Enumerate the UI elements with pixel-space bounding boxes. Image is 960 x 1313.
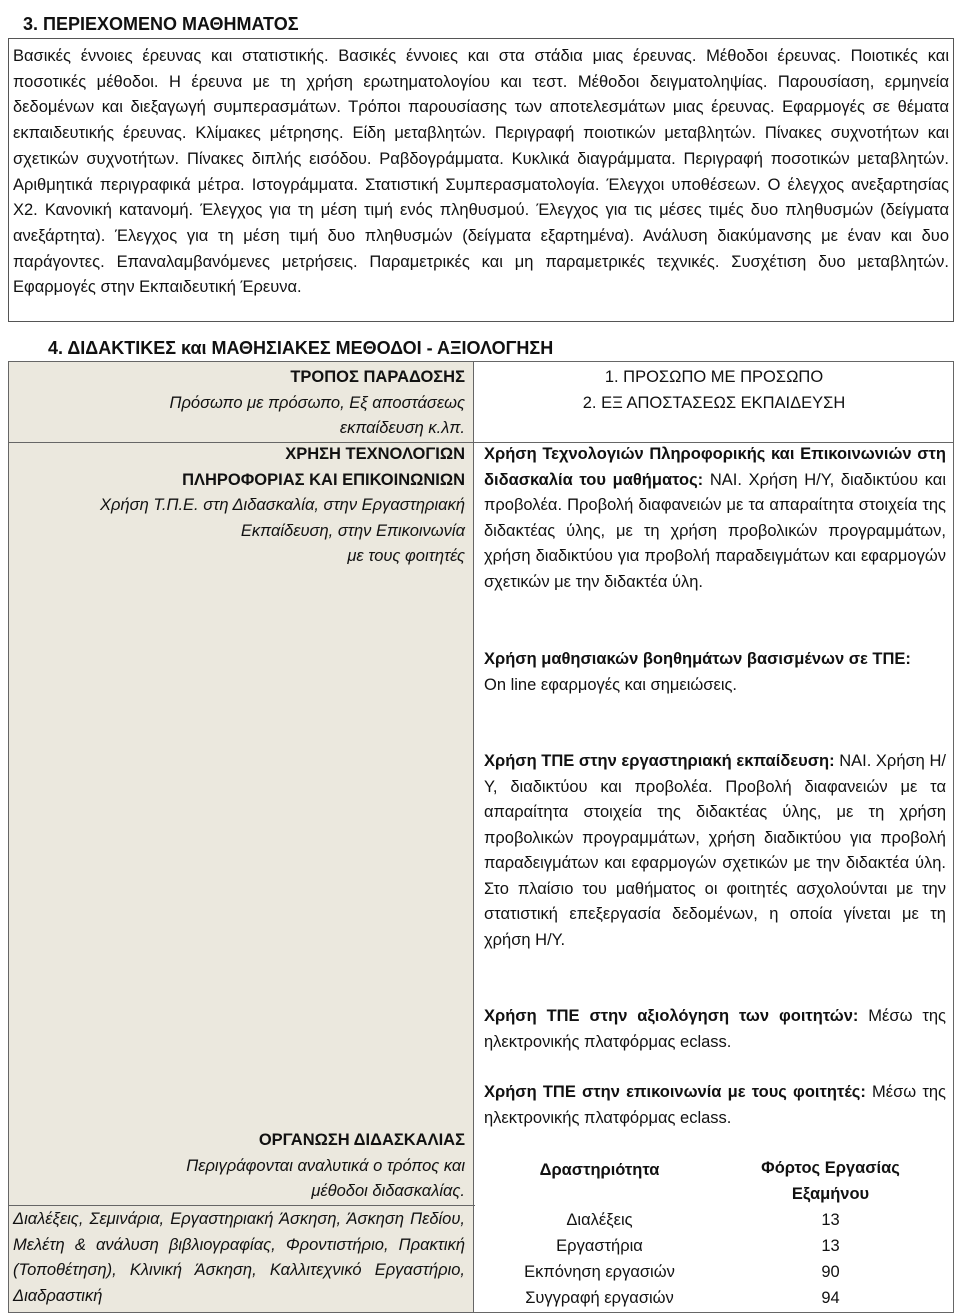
org-desc-2: μέθοδοι διδασκαλίας.: [311, 1182, 465, 1200]
ict-teaching-text: ΝΑΙ. Χρήση Η/Υ, διαδικτύου και προβολέα. Προβολή διαφανειών με τα απαραίτητα στοιχεία της διδακτέας ύλης, με τη χρήση προβολικών προγραμμάτων, χρήση διαδικτύου για προβολή παραδειγμάτων και εφαρμογών σχετικών με την διδακτέα ύλη.: [484, 470, 947, 591]
table-row: [484, 1259, 946, 1285]
teaching-methods-table: [8, 361, 954, 1313]
org-desc-1: Περιγράφονται αναλυτικά ο τρόπος και: [186, 1156, 465, 1175]
activity-cell: Εκπόνηση εργασιών: [524, 1263, 675, 1281]
activity-cell: Εργαστήρια: [556, 1237, 643, 1255]
org-label: ΟΡΓΑΝΩΣΗ ΔΙΔΑΣΚΑΛΙΑΣ: [258, 1131, 465, 1149]
ict-assess-title: Χρήση ΤΠΕ στην αξιολόγηση των φοιτητών:: [484, 1007, 859, 1025]
delivery-desc-2: εκπαίδευση κ.λπ.: [339, 419, 465, 437]
delivery-desc-1: Πρόσωπο με πρόσωπο, Εξ αποστάσεως: [169, 393, 465, 412]
course-content-box: [8, 38, 954, 322]
ict-desc-1: Χρήση Τ.Π.Ε. στη Διδασκαλία, στην Εργαστηριακή: [100, 496, 465, 514]
col-activity: Δραστηριότητα: [539, 1161, 660, 1179]
ict-desc-2: Εκπαίδευση, στην Επικοινωνία: [240, 521, 465, 540]
workload-table: [484, 1155, 946, 1311]
section-4-heading: 4. ΔΙΔΑΚΤΙΚΕΣ και ΜΑΘΗΣΙΑΚΕΣ ΜΕΘΟΔΟΙ - ΑΞΙΟΛΟΓΗΣΗ: [48, 338, 554, 358]
ict-teaching: [484, 442, 946, 595]
ict-label-2: ΠΛΗΡΟΦΟΡΙΑΣ ΚΑΙ ΕΠΙΚΟΙΝΩΝΙΩΝ: [182, 470, 465, 489]
table-row: [484, 1207, 946, 1233]
load-cell: 13: [821, 1237, 840, 1255]
ict-assessment: [484, 1004, 946, 1055]
section-3-heading: 3. ΠΕΡΙΕΧΟΜΕΝΟ ΜΑΘΗΜΑΤΟΣ: [23, 14, 299, 34]
col-load-2: Εξαμήνου: [791, 1185, 870, 1203]
org-methods: Διαλέξεις, Σεμινάρια, Εργαστηριακή Άσκηση, Άσκηση Πεδίου, Μελέτη & ανάλυση βιβλιογραφίας, Φροντιστήριο, Πρακτική (Τοποθέτηση), Κλινική Άσκηση, Καλλιτεχνικό Εργαστήριο, Διαδραστική: [13, 1210, 465, 1305]
load-cell: 90: [821, 1263, 840, 1281]
ict-lab-title: Χρήση ΤΠΕ στην εργαστηριακή εκπαίδευση:: [484, 752, 835, 770]
ict-comm-text: Μέσω της ηλεκτρονικής πλατφόρμας eclass.: [484, 1083, 946, 1127]
ict-label-1: ΧΡΗΣΗ ΤΕΧΝΟΛΟΓΙΩΝ: [285, 445, 465, 463]
ict-communication: [484, 1080, 946, 1131]
delivery-option-2: 2. ΕΞ ΑΠΟΣΤΑΣΕΩΣ ΕΚΠΑΙΔΕΥΣΗ: [582, 394, 846, 412]
delivery-label: ΤΡΟΠΟΣ ΠΑΡΑΔΟΣΗΣ: [290, 368, 465, 386]
col-load-1: Φόρτος Εργασίας: [761, 1159, 900, 1177]
ict-assess-text: Μέσω της ηλεκτρονικής πλατφόρμας eclass.: [484, 1007, 946, 1051]
activity-cell: Συγγραφή εργασιών: [525, 1289, 674, 1307]
table-row: [484, 1233, 946, 1259]
ict-lab-text: ΝΑΙ. Χρήση Η/Υ, διαδικτύου και προβολέα. Προβολή διαφανειών με τα απαραίτητα στοιχεία της διδακτέας ύλης, με τη χρήση προβολικών προγραμμάτων, χρήση διαδικτύου για προβολή παραδειγμάτων και εφαρμογών σχετικών με την διδακτέα ύλη. Στο πλαίσιο του μαθήματος οι φοιτητές ασχολούνται με την στατιστική επεξεργασία δεδομένων, η οποία γίνεται με τη χρήση Η/Υ.: [484, 752, 946, 949]
right-column: [474, 361, 954, 1313]
left-column: [8, 361, 474, 1313]
ict-lab: [484, 749, 946, 953]
load-cell: 94: [821, 1289, 840, 1307]
row-divider: [9, 1205, 475, 1206]
load-cell: 13: [821, 1211, 840, 1229]
course-content-text: Βασικές έννοιες έρευνας και στατιστικής. Βασικές έννοιες και στα στάδια μιας έρευνας. Μέθοδοι έρευνας. Ποιοτικές και ποσοτικές μέθοδοι. Η έρευνα με τη χρήση ερωτηματολογίου και τεστ. Μέθοδοι δειγματοληψίας. Παρουσίαση, ερμηνεία δεδομένων και διεξαγωγή συμπερασμάτων. Τρόποι παρουσίασης των αποτελεσμάτων μιας έρευνας. Εφαρμογές σε θέματα εκπαιδευτικής έρευνας. Κλίμακες μέτρησης. Είδη μεταβλητών. Περιγραφή ποιοτικών μεταβλητών. Πίνακες συχνοτήτων και σχετικών συχνοτήτων. Πίνακες διπλής εισόδου. Ραβδογράμματα. Κυκλικά διαγράμματα. Περιγραφή ποσοτικών μεταβλητών. Αριθμητικά περιγραφικά μέτρα. Ιστογράμματα. Στατιστική Συμπερασματολογία. Έλεγχοι υποθέσεων. Ο έλεγχος ανεξαρτησίας Χ2. Κανονική κατανομή. Έλεγχος για τη μέση τιμή ενός πληθυσμού. Έλεγχος για τις μέσες τιμές δυο πληθυσμών (δείγματα ανεξάρτητα). Έλεγχος για τη μέση τιμή δυο πληθυσμών (δείγματα εξαρτημένα). Ανάλυση διακύμανσης με έναν και δυο παράγοντες. Επαναλαμβανόμενες μετρήσεις. Παραμετρικές και μη παραμετρικές τεχνικές. Συσχέτιση δυο μεταβλητών. Εφαρμογές στην Εκπαιδευτική Έρευνα.: [13, 47, 949, 297]
activity-cell: Διαλέξεις: [566, 1211, 633, 1229]
ict-aids-text: On line εφαρμογές και σημειώσεις.: [484, 675, 738, 694]
ict-comm-title: Χρήση ΤΠΕ στην επικοινωνία με τους φοιτητές:: [484, 1083, 866, 1101]
table-row: [484, 1285, 946, 1311]
ict-aids-title: Χρήση μαθησιακών βοηθημάτων βασισμένων σε ΤΠΕ:: [484, 650, 911, 668]
ict-teaching-title: Χρήση Τεχνολογιών Πληροφορικής και Επικοινωνιών στη διδασκαλία του μαθήματος:: [484, 445, 946, 489]
ict-aids: [484, 647, 946, 698]
ict-desc-3: με τους φοιτητές: [347, 547, 465, 565]
delivery-option-1: 1. ΠΡΟΣΩΠΟ ΜΕ ΠΡΟΣΩΠΟ: [604, 368, 824, 386]
